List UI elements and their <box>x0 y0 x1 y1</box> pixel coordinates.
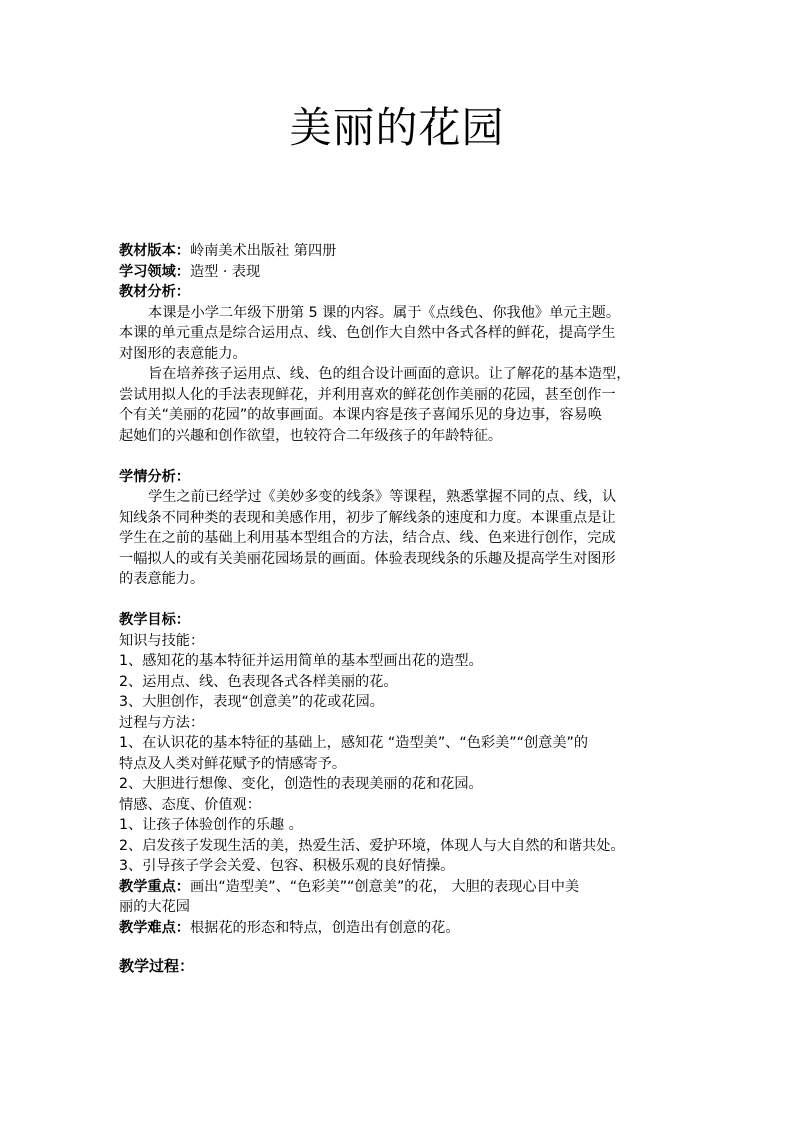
edition-label: 教材版本： <box>119 243 190 259</box>
spacer <box>119 446 675 467</box>
domain-value: 造型 · 表现 <box>189 263 261 280</box>
domain-label: 学习领域： <box>119 263 190 280</box>
textbook-analysis-line: 起她们的兴趣和创作欲望，也较符合二年级孩子的年龄特征。 <box>119 427 503 444</box>
emotion-item: 2、启发孩子发现生活的美，热爱生活、爱护环境，体现人与大自然的和谐共处。 <box>119 837 625 854</box>
page-title: 美丽的花园 <box>289 103 505 152</box>
textbook-analysis-line: 个有关“美丽的花园”的故事画面。本课内容是孩子喜闻乐见的身边事，容易唤 <box>119 407 602 423</box>
student-analysis-line: 的表意能力。 <box>119 571 205 587</box>
teaching-process-heading: 教学过程： <box>119 957 195 975</box>
difficulties-label: 教学难点： <box>119 919 190 936</box>
key-points-row <box>119 877 675 898</box>
student-analysis-line: 学生之前已经学过《美妙多变的线条》等课程，熟悉掌握不同的点、线，认 <box>148 489 617 505</box>
textbook-analysis-line: 旨在培养孩子运用点、线、色的组合设计画面的意识。让了解花的基本造型， <box>148 366 631 382</box>
student-analysis-line: 知线条不同种类的表现和美感作用，初步了解线条的速度和力度。本课重点是让 <box>119 509 616 526</box>
difficulties-row <box>119 918 675 939</box>
objectives-heading: 教学目标： <box>119 612 190 628</box>
textbook-analysis-line: 本课是小学二年级下册第 5 课的内容。属于《点线色、你我他》单元主题。 <box>148 304 621 321</box>
emotion-item: 1、让孩子体验创作的乐趣 。 <box>119 817 303 833</box>
student-analysis-heading: 学情分析： <box>119 468 190 485</box>
key-points-continuation: 丽的大花园 <box>119 899 190 915</box>
document-body <box>119 241 675 978</box>
textbook-analysis-line: 尝试用拟人化的手法表现鲜花，并利用喜欢的鲜花创作美丽的花园，甚至创作一 <box>119 386 616 403</box>
key-points-text: 画出“造型美”、“色彩美”“创意美”的花， 大胆的表现心目中美 <box>189 878 580 895</box>
knowledge-item: 1、感知花的基本特征并运用简单的基本型画出花的造型。 <box>119 653 483 669</box>
process-method-item: 2、大胆进行想像、变化，创造性的表现美丽的花和花园。 <box>119 776 483 792</box>
textbook-analysis-heading: 教材分析： <box>119 284 190 300</box>
textbook-analysis-line: 对图形的表意能力。 <box>119 345 247 362</box>
difficulties-text: 根据花的形态和特点，创造出有创意的花。 <box>189 919 460 936</box>
student-analysis-line: 一幅拟人的或有关美丽花园场景的画面。体验表现线条的乐趣及提高学生对图形 <box>119 550 616 567</box>
spacer <box>119 590 675 611</box>
knowledge-item: 2、运用点、线、色表现各式各样美丽的花。 <box>119 673 398 690</box>
process-method-item: 1、在认识花的基本特征的基础上，感知花 “造型美”、“色彩美”“创意美”的 <box>119 735 589 751</box>
textbook-analysis-line: 本课的单元重点是综合运用点、线、色创作大自然中各式各样的鲜花，提高学生 <box>119 325 616 341</box>
edition-value: 岭南美术出版社 第四册 <box>189 243 337 259</box>
key-points-label: 教学重点： <box>119 878 190 895</box>
process-method-heading: 过程与方法： <box>119 714 205 731</box>
student-analysis-line: 学生在之前的基础上利用基本型组合的方法，结合点、线、色来进行创作，完成 <box>119 530 616 546</box>
knowledge-heading: 知识与技能： <box>119 632 205 649</box>
emotion-heading: 情感、态度、价值观： <box>119 796 261 813</box>
process-method-item: 特点及人类对鲜花赋予的情感寄予。 <box>119 755 347 772</box>
domain-row <box>119 262 675 283</box>
knowledge-item: 3、大胆创作，表现“创意美”的花或花园。 <box>119 694 384 710</box>
edition-row <box>119 241 675 262</box>
emotion-item: 3、引导孩子学会关爱、包容、积极乐观的良好情操。 <box>119 858 455 874</box>
spacer <box>119 938 675 954</box>
